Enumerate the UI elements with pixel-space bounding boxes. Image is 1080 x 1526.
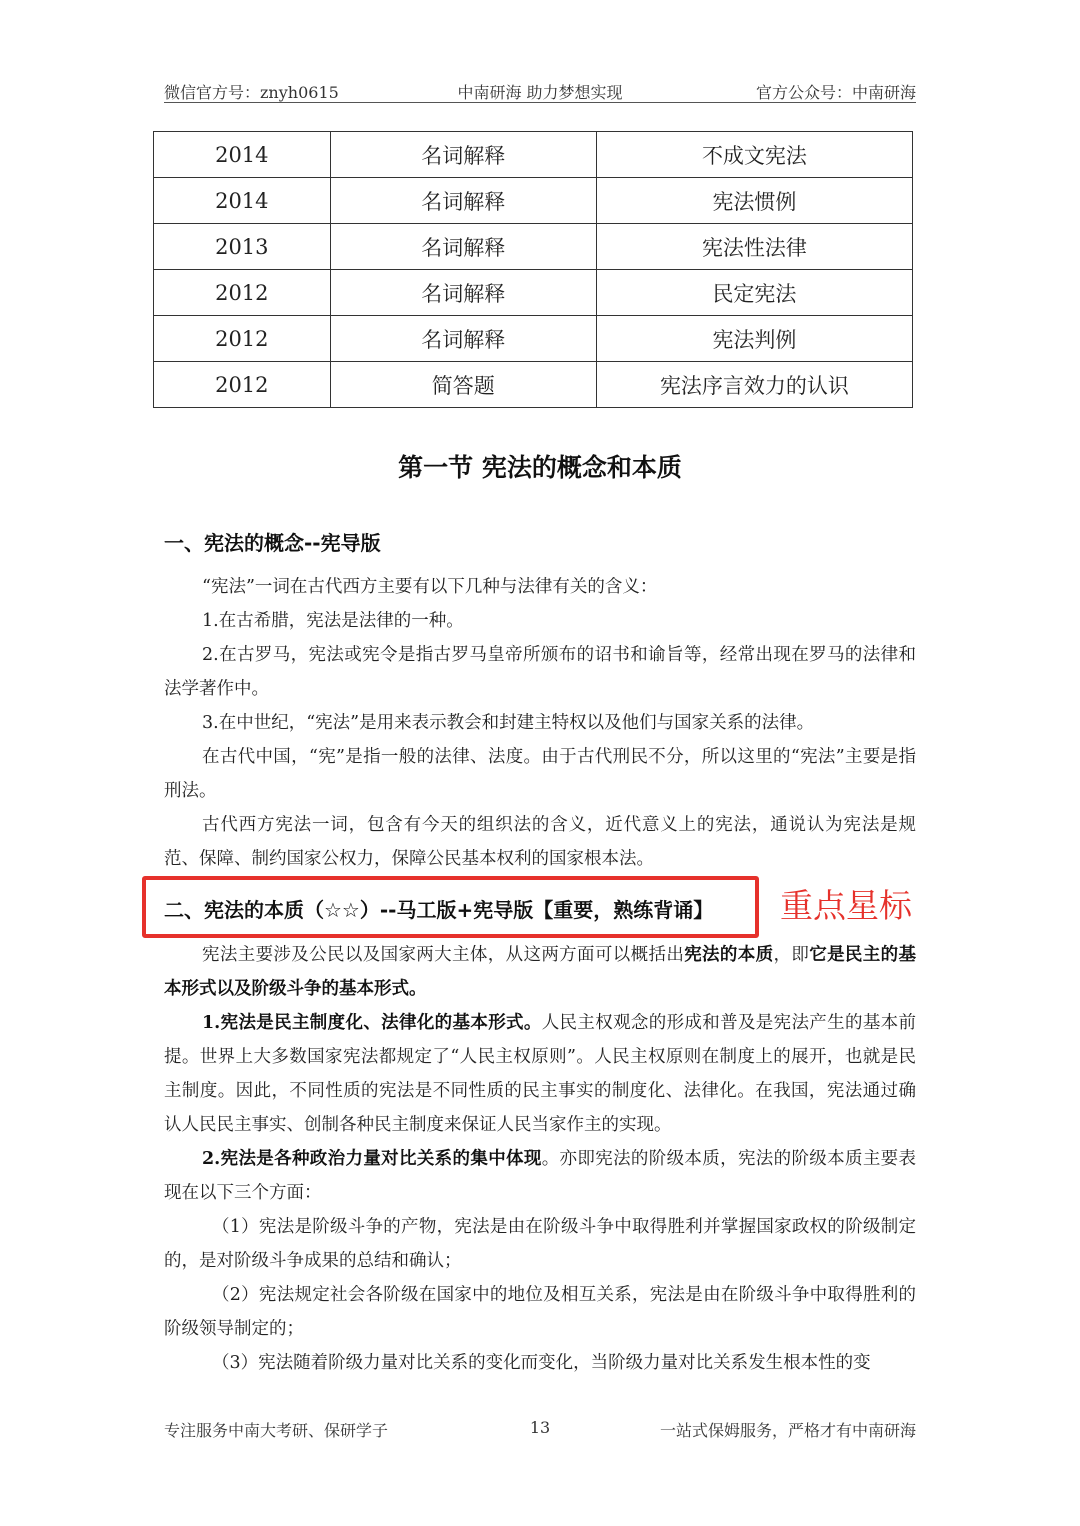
- cell-topic: 民定宪法: [596, 270, 912, 316]
- paragraph: 3.在中世纪，“宪法”是用来表示教会和封建主特权以及他们与国家关系的法律。: [202, 713, 815, 733]
- table-row: [154, 316, 913, 362]
- table-row: [154, 178, 913, 224]
- cell-year: 2012: [154, 270, 331, 316]
- cell-year: 2014: [154, 132, 331, 178]
- cell-question-type: 名词解释: [330, 132, 596, 178]
- bold-run: 宪法的本质: [684, 945, 774, 965]
- cell-topic: 宪法惯例: [596, 178, 912, 224]
- cell-question-type: 名词解释: [330, 270, 596, 316]
- page-header: [164, 78, 916, 103]
- table-row: [154, 270, 913, 316]
- heading-concept: 一、宪法的概念--宪导版: [164, 531, 381, 555]
- cell-question-type: 名词解释: [330, 316, 596, 362]
- table-row: [154, 362, 913, 408]
- paragraph: [164, 1142, 916, 1210]
- bold-run: 1.宪法是民主制度化、法律化的基本形式。: [202, 1013, 542, 1033]
- paragraph: 在古代中国，“宪”是指一般的法律、法度。由于古代刑民不分，所以这里的“宪法”主要是指刑法。: [164, 747, 916, 801]
- header-wechat-id: 微信官方号：znyh0615: [164, 83, 339, 102]
- cell-topic: 宪法性法律: [596, 224, 912, 270]
- cell-question-type: 名词解释: [330, 224, 596, 270]
- page-number: 13: [529, 1418, 551, 1437]
- table-row: [154, 224, 913, 270]
- section-title: 第一节 宪法的概念和本质: [398, 453, 682, 482]
- paragraph: （1）宪法是阶级斗争的产物，宪法是由在阶级斗争中取得胜利并掌握国家政权的阶级制定的，是对阶级斗争成果的总结和确认；: [164, 1217, 916, 1271]
- cell-question-type: 名词解释: [330, 178, 596, 224]
- essence-paragraphs: [164, 938, 916, 1380]
- heading-essence: 二、宪法的本质（☆☆）--马工版+宪导版【重要，熟练背诵】: [164, 898, 714, 922]
- cell-year: 2014: [154, 178, 331, 224]
- key-star-annotation: 重点星标: [780, 886, 912, 925]
- cell-question-type: 简答题: [330, 362, 596, 408]
- paragraph: [164, 938, 916, 1006]
- cell-year: 2012: [154, 362, 331, 408]
- text-run: 。亦即宪法的阶级本质，宪法的阶级本质主要表现在以下三个方面：: [164, 1149, 916, 1203]
- paragraph: 古代西方宪法一词，包含有今天的组织法的含义，近代意义上的宪法，通说认为宪法是规范、保障、制约国家公权力，保障公民基本权利的国家根本法。: [164, 815, 916, 869]
- cell-year: 2012: [154, 316, 331, 362]
- cell-year: 2013: [154, 224, 331, 270]
- footer-left-text: 专注服务中南大考研、保研学子: [164, 1421, 389, 1440]
- cell-topic: 宪法序言效力的认识: [596, 362, 912, 408]
- paragraph: 2.在古罗马，宪法或宪令是指古罗马皇帝所颁布的诏书和谕旨等，经常出现在罗马的法律和法学著作中。: [164, 645, 916, 699]
- text-run: ，即: [773, 945, 810, 965]
- page-footer: [164, 1418, 916, 1442]
- text-run: 人民主权观念的形成和普及是宪法产生的基本前提。世界上大多数国家宪法都规定了“人民主权原则”。人民主权原则在制度上的展开，也就是民主制度。因此，不同性质的宪法是不同性质的民主事实的制度化、法律化。在我国，宪法通过确认人民民主事实、创制各种民主制度来保证人民当家作主的实现。: [164, 1013, 916, 1135]
- footer-right-text: 一站式保姆服务，严格才有中南研海: [659, 1421, 916, 1440]
- bold-run: 2.宪法是各种政治力量对比关系的集中体现: [202, 1149, 542, 1169]
- cell-topic: 宪法判例: [596, 316, 912, 362]
- table-row: [154, 132, 913, 178]
- header-official-account: 官方公众号：中南研海: [755, 83, 916, 102]
- cell-topic: 不成文宪法: [596, 132, 912, 178]
- paragraph: 1.在古希腊，宪法是法律的一种。: [202, 611, 464, 631]
- paragraph: （2）宪法规定社会各阶级在国家中的地位及相互关系，宪法是由在阶级斗争中取得胜利的阶级领导制定的；: [164, 1285, 916, 1339]
- paragraph: “宪法”一词在古代西方主要有以下几种与法律有关的含义：: [202, 577, 658, 597]
- header-slogan: 中南研海 助力梦想实现: [457, 83, 623, 102]
- bold-run: 它是民主的基本形式以及阶级斗争的基本形式。: [164, 945, 917, 999]
- paragraph: （3）宪法随着阶级力量对比关系的变化而变化，当阶级力量对比关系发生根本性的变: [212, 1353, 871, 1373]
- paragraph: [164, 1006, 916, 1142]
- text-run: 宪法主要涉及公民以及国家两大主体，从这两方面可以概括出: [202, 945, 685, 965]
- exam-history-table: [153, 131, 913, 408]
- concept-paragraphs: [164, 570, 916, 876]
